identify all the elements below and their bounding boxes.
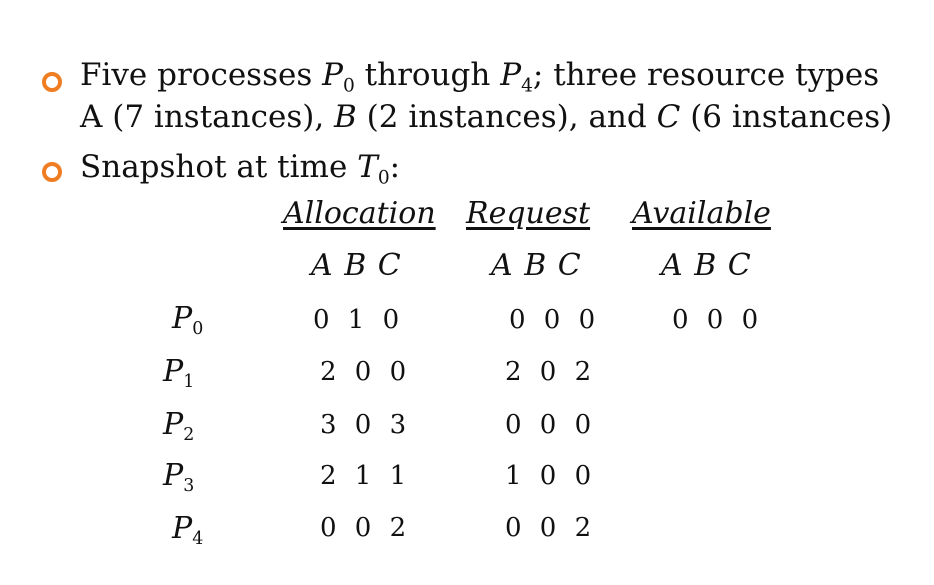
bullet-marker-2: [42, 162, 62, 182]
allocation-cell: 2 0 0: [320, 357, 412, 387]
process-label: $P_1$: [163, 354, 195, 393]
subscript: 0: [342, 75, 355, 97]
bullet-text-2: [80, 146, 400, 188]
available-cell: 0 0 0: [672, 305, 764, 335]
allocation-cell: 3 0 3: [320, 410, 412, 440]
text-segment: Snapshot at time: [80, 149, 358, 185]
subheader-request: A B C: [491, 248, 581, 283]
subscript: 4: [521, 75, 533, 97]
text-segment: (6 instances): [680, 99, 893, 135]
allocation-cell: 0 0 2: [320, 513, 412, 543]
text-segment: :: [389, 149, 401, 185]
request-cell: 0 0 2: [505, 513, 597, 543]
process-label: $P_3$: [163, 458, 195, 497]
request-cell: 0 0 0: [509, 305, 601, 335]
subheader-allocation: A B C: [311, 248, 401, 283]
text-segment: ; three resource types: [532, 57, 880, 93]
request-cell: 0 0 0: [505, 410, 597, 440]
bullet-text-1: [80, 54, 892, 138]
process-symbol: P: [500, 57, 522, 93]
header-available: Available: [632, 196, 771, 231]
header-allocation: Allocation: [283, 196, 436, 231]
time-symbol: T: [357, 149, 378, 185]
text-segment: through: [354, 57, 501, 93]
process-label: $P_0$: [172, 301, 204, 340]
request-cell: 2 0 2: [505, 357, 597, 387]
request-cell: 1 0 0: [505, 461, 597, 491]
subscript: 0: [377, 167, 390, 189]
bullet-marker-1: [42, 72, 62, 92]
resource-symbol: B: [334, 99, 357, 135]
process-symbol: P: [322, 57, 343, 93]
allocation-cell: 2 1 1: [320, 461, 412, 491]
header-request: Request: [466, 196, 591, 231]
text-segment: (2 instances), and: [356, 99, 657, 135]
process-label: $P_2$: [163, 407, 195, 446]
text-segment: A (7 instances),: [80, 99, 335, 135]
text-segment: Five processes: [80, 57, 323, 93]
process-label: $P_4$: [172, 511, 204, 550]
allocation-cell: 0 1 0: [313, 305, 405, 335]
bullet-1-line-1: [80, 54, 892, 96]
subheader-available: A B C: [661, 248, 751, 283]
resource-symbol: C: [656, 99, 681, 135]
bullet-1-line-2: [80, 96, 892, 138]
